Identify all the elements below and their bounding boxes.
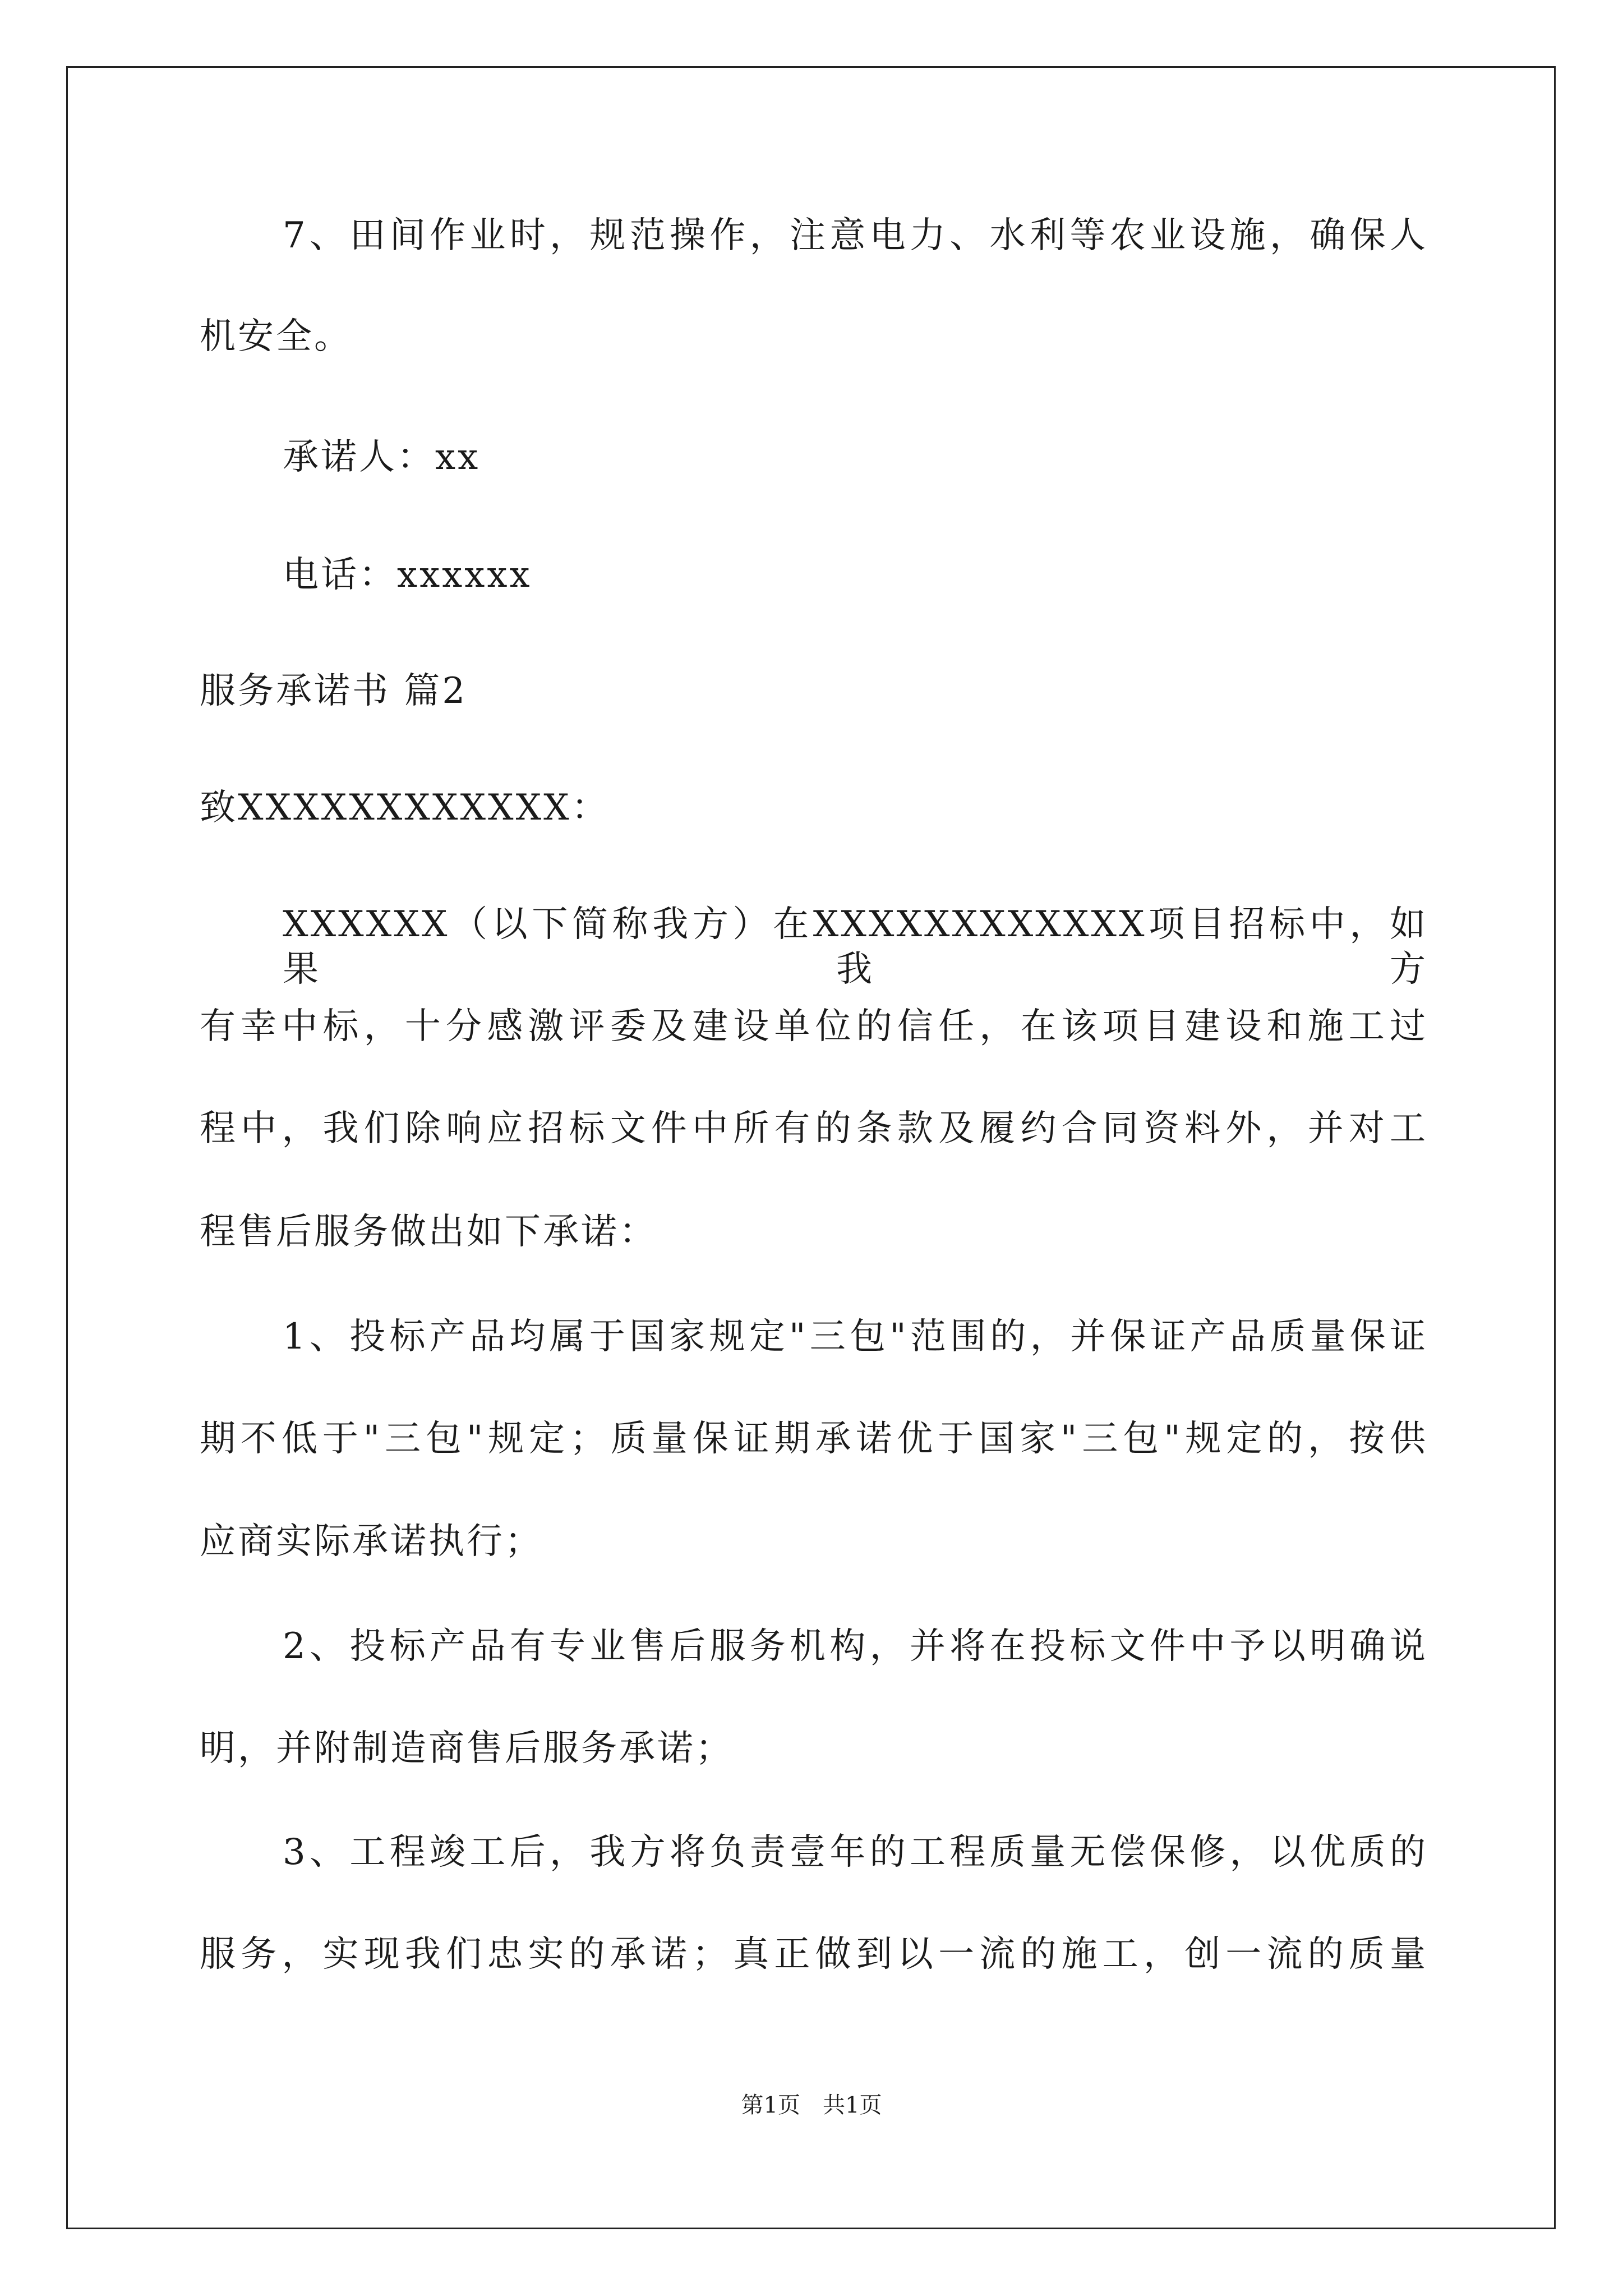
item-2-line-2: 明，并附制造商售后服务承诺； [200, 1728, 734, 1769]
intro-line-2: 有幸中标，十分感激评委及建设单位的信任，在该项目建设和施工过 [200, 1006, 1428, 1047]
item-1-line-1: 1、投标产品均属于国家规定"三包"范围的，并保证产品质量保证 [283, 1316, 1428, 1358]
intro-line-4: 程售后服务做出如下承诺： [200, 1211, 657, 1253]
item-3-line-1: 3、工程竣工后，我方将负责壹年的工程质量无偿保修，以优质的 [283, 1832, 1428, 1873]
item-3-line-2: 服务，实现我们忠实的承诺；真正做到以一流的施工，创一流的质量 [200, 1934, 1428, 1975]
item-1-line-2: 期不低于"三包"规定；质量保证期承诺优于国家"三包"规定的，按供 [200, 1418, 1428, 1460]
phone-line: 电话：xxxxxx [283, 554, 532, 596]
intro-line-3: 程中，我们除响应招标文件中所有的条款及履约合同资料外，并对工 [200, 1108, 1428, 1149]
addressee-line: 致XXXXXXXXXXXX： [200, 787, 610, 829]
paragraph-7-line-2: 机安全。 [200, 316, 352, 357]
paragraph-7-line-1: 7、田间作业时，规范操作，注意电力、水利等农业设施，确保人 [283, 215, 1428, 256]
item-1-line-3: 应商实际承诺执行； [200, 1521, 543, 1562]
page-footer: 第1页 共1页 [741, 2092, 882, 2118]
intro-line-1: XXXXXX（以下简称我方）在XXXXXXXXXXXX项目招标中，如果我方 [283, 904, 1428, 990]
item-2-line-1: 2、投标产品有专业售后服务机构，并将在投标文件中予以明确说 [283, 1626, 1428, 1667]
section-heading: 服务承诺书 篇2 [200, 670, 468, 712]
promisor-line: 承诺人：xx [283, 436, 481, 478]
